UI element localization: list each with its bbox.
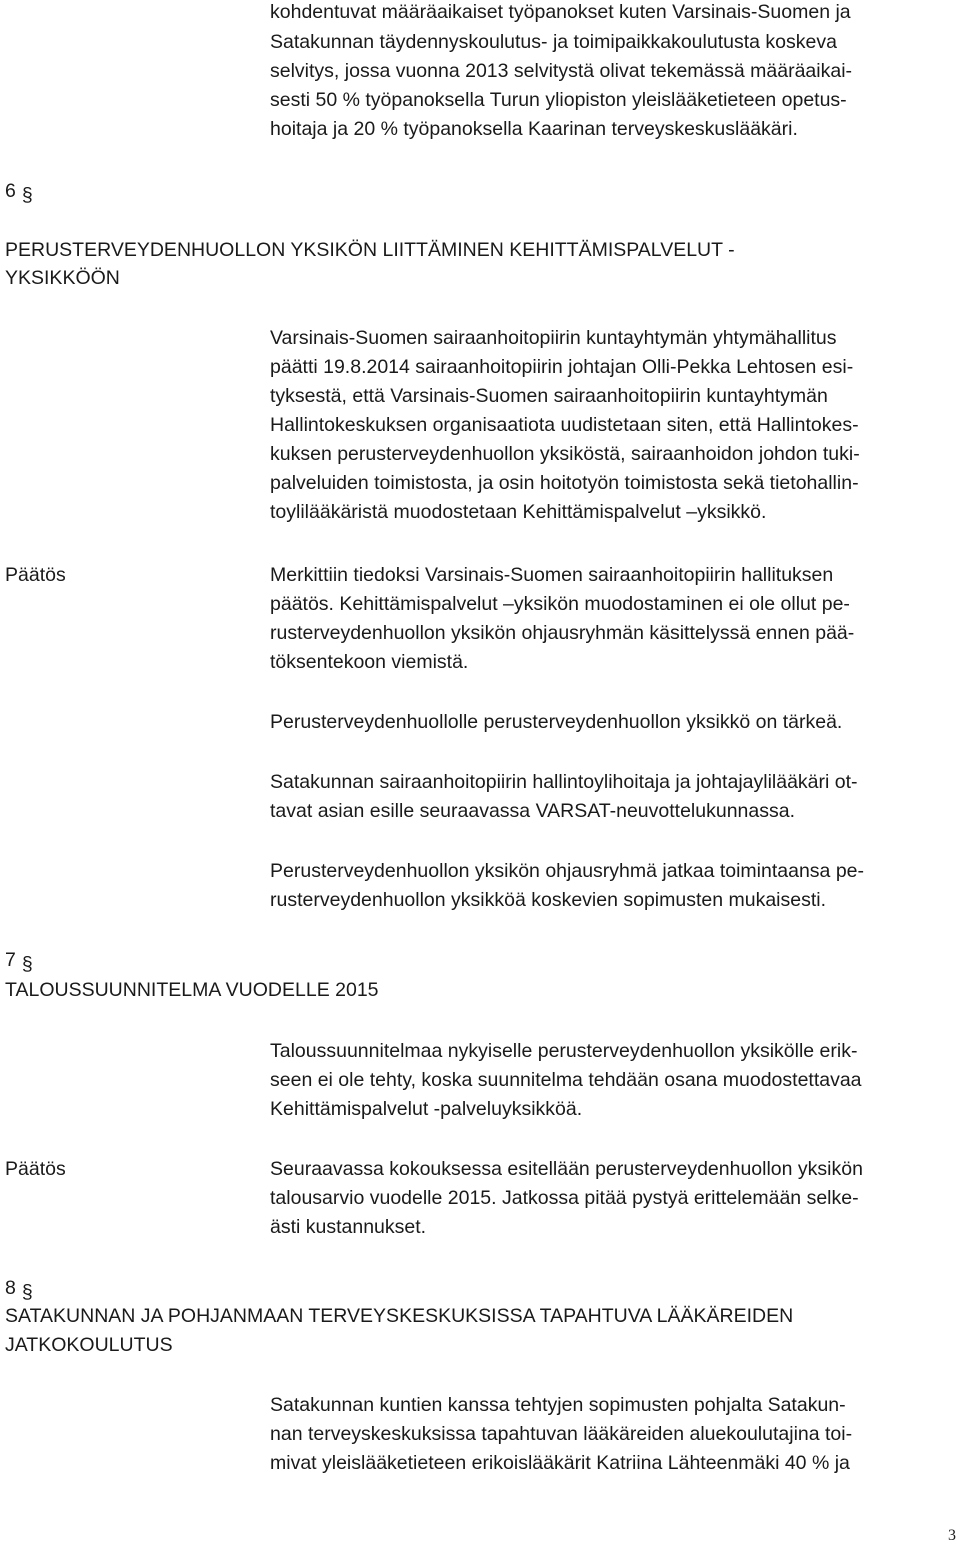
decision-line: Merkittiin tiedoksi Varsinais-Suomen sairaanhoitopiirin hallituksen	[270, 564, 834, 586]
section-number-value: 7	[5, 949, 16, 971]
section-body-line: seen ei ole tehty, koska suunnitelma tehdään osana muodostettavaa	[270, 1069, 862, 1091]
intro-line: kohdentuvat määräaikaiset työpanokset kuten Varsinais-Suomen ja	[270, 1, 851, 23]
decision-line: rusterveydenhuollon yksikön ohjausryhmän käsittelyssä ennen pää-	[270, 622, 855, 644]
section-sign-icon: §	[21, 953, 33, 975]
section-number	[5, 1276, 33, 1304]
section-number	[5, 179, 33, 207]
decision-label: Päätös	[5, 564, 66, 586]
section-heading: JATKOKOULUTUS	[5, 1334, 173, 1356]
section-heading: SATAKUNNAN JA POHJANMAAN TERVEYSKESKUKSISSA TAPAHTUVA LÄÄKÄREIDEN	[5, 1305, 794, 1327]
decision-line: Satakunnan sairaanhoitopiirin hallintoylihoitaja ja johtajaylilääkäri ot-	[270, 771, 858, 793]
intro-line: Satakunnan täydennyskoulutus- ja toimipaikkakoulutusta koskeva	[270, 31, 837, 53]
section-sign-icon: §	[21, 1281, 33, 1303]
decision-line: ästi kustannukset.	[270, 1216, 427, 1238]
section-body-line: Kehittämispalvelut -palveluyksikköä.	[270, 1098, 583, 1120]
decision-line: tavat asian esille seuraavassa VARSAT-neuvottelukunnassa.	[270, 800, 795, 822]
section-number-value: 8	[5, 1277, 16, 1299]
intro-line: hoitaja ja 20 % työpanoksella Kaarinan terveyskeskuslääkäri.	[270, 118, 798, 140]
decision-line: töksentekoon viemistä.	[270, 651, 469, 673]
section-heading: PERUSTERVEYDENHUOLLON YKSIKÖN LIITTÄMINEN KEHITTÄMISPALVELUT -	[5, 239, 735, 261]
decision-line: talousarvio vuodelle 2015. Jatkossa pitää pystyä erittelemään selke-	[270, 1187, 859, 1209]
section-body-line: mivat yleislääketieteen erikoislääkärit Katriina Lähteenmäki 40 % ja	[270, 1452, 850, 1474]
section-body-line: tyksestä, että Varsinais-Suomen sairaanhoitopiirin kuntayhtymän	[270, 385, 828, 407]
section-body-line: Hallintokeskuksen organisaatiota uudistetaan siten, että Hallintokes-	[270, 414, 859, 436]
section-body-line: Varsinais-Suomen sairaanhoitopiirin kuntayhtymän yhtymähallitus	[270, 327, 837, 349]
section-body-line: Taloussuunnitelmaa nykyiselle perusterveydenhuollon yksikölle erik-	[270, 1040, 858, 1062]
intro-line: sesti 50 % työpanoksella Turun yliopiston yleislääketieteen opetus-	[270, 89, 847, 111]
decision-line: päätös. Kehittämispalvelut –yksikön muodostaminen ei ole ollut pe-	[270, 593, 850, 615]
section-sign-icon: §	[21, 184, 33, 206]
section-heading: TALOUSSUUNNITELMA VUODELLE 2015	[5, 979, 379, 1001]
section-body-line: palveluiden toimistosta, ja osin hoitotyön toimistosta sekä tietohallin-	[270, 472, 859, 494]
decision-line: rusterveydenhuollon yksikköä koskevien sopimusten mukaisesti.	[270, 889, 827, 911]
decision-line: Perusterveydenhuollolle perusterveydenhuollon yksikkö on tärkeä.	[270, 711, 843, 733]
section-body-line: kuksen perusterveydenhuollon yksiköstä, sairaanhoidon johdon tuki-	[270, 443, 860, 465]
page-number: 3	[948, 1527, 956, 1544]
section-body-line: päätti 19.8.2014 sairaanhoitopiirin johtajan Olli-Pekka Lehtosen esi-	[270, 356, 854, 378]
section-body-line: nan terveyskeskuksissa tapahtuvan lääkäreiden aluekoulutajina toi-	[270, 1423, 853, 1445]
section-body-line: Satakunnan kuntien kanssa tehtyjen sopimusten pohjalta Satakun-	[270, 1394, 846, 1416]
section-body-line: toylilääkäristä muodostetaan Kehittämispalvelut –yksikkö.	[270, 501, 767, 523]
section-number	[5, 948, 33, 976]
decision-label: Päätös	[5, 1158, 66, 1180]
section-heading: YKSIKKÖÖN	[5, 267, 120, 289]
decision-line: Perusterveydenhuollon yksikön ohjausryhmä jatkaa toimintaansa pe-	[270, 860, 864, 882]
decision-line: Seuraavassa kokouksessa esitellään perusterveydenhuollon yksikön	[270, 1158, 863, 1180]
section-number-value: 6	[5, 180, 16, 202]
intro-line: selvitys, jossa vuonna 2013 selvitystä olivat tekemässä määräaikai-	[270, 60, 853, 82]
